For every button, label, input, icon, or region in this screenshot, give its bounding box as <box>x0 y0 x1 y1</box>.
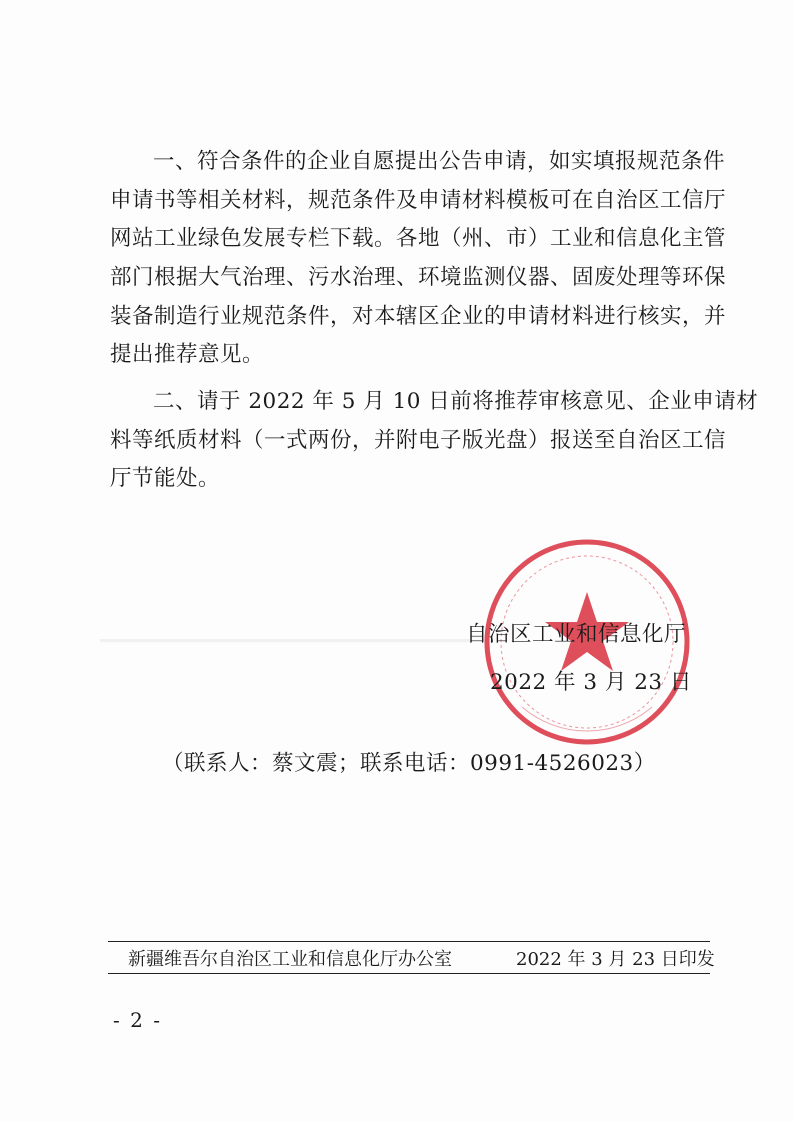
paragraph-2-line: 料等纸质材料（一式两份，并附电子版光盘）报送至自治区工信 <box>110 427 727 453</box>
paragraph-1-line: 装备制造行业规范条件，对本辖区企业的申请材料进行核实，并 <box>110 303 727 329</box>
paragraph-1-line: 申请书等相关材料，规范条件及申请材料模板可在自治区工信厅 <box>110 187 727 213</box>
footer-rule-bottom <box>108 973 710 974</box>
contact-info: （联系人：蔡文震；联系电话：0991-4526023） <box>162 751 656 776</box>
seal-code-arc <box>522 707 652 731</box>
paragraph-2-line: 厅节能处。 <box>110 466 221 492</box>
page-number: - 2 - <box>113 1008 162 1032</box>
paragraph-2 <box>110 383 759 499</box>
signature-date: 2022 年 3 月 23 日 <box>490 670 692 695</box>
paragraph-1-line: 部门根据大气治理、污水治理、环境监测仪器、固废处理等环保 <box>110 265 727 291</box>
footer-rule-top <box>108 941 710 942</box>
bleed-through-decoration: ▁▁▁▁▁▁▁▁▁▁▁▁▁▁▁▁▁▁▁▁▁▁▁ <box>100 618 472 642</box>
paragraph-1-line: 一、符合条件的企业自愿提出公告申请，如实填报规范条件 <box>153 149 726 174</box>
signature-organization: 自治区工业和信息化厅 <box>466 622 687 647</box>
footer-print-date: 2022 年 3 月 23 日印发 <box>516 949 715 970</box>
paragraph-1 <box>110 143 727 375</box>
paragraph-2-line: 二、请于 2022 年 5 月 10 日前将推荐审核意见、企业申请材 <box>153 389 759 414</box>
paragraph-1-line: 提出推荐意见。 <box>110 342 265 368</box>
footer-issuer: 新疆维吾尔自治区工业和信息化厅办公室 <box>128 949 452 970</box>
paragraph-1-line: 网站工业绿色发展专栏下载。各地（州、市）工业和信息化主管 <box>110 226 727 252</box>
